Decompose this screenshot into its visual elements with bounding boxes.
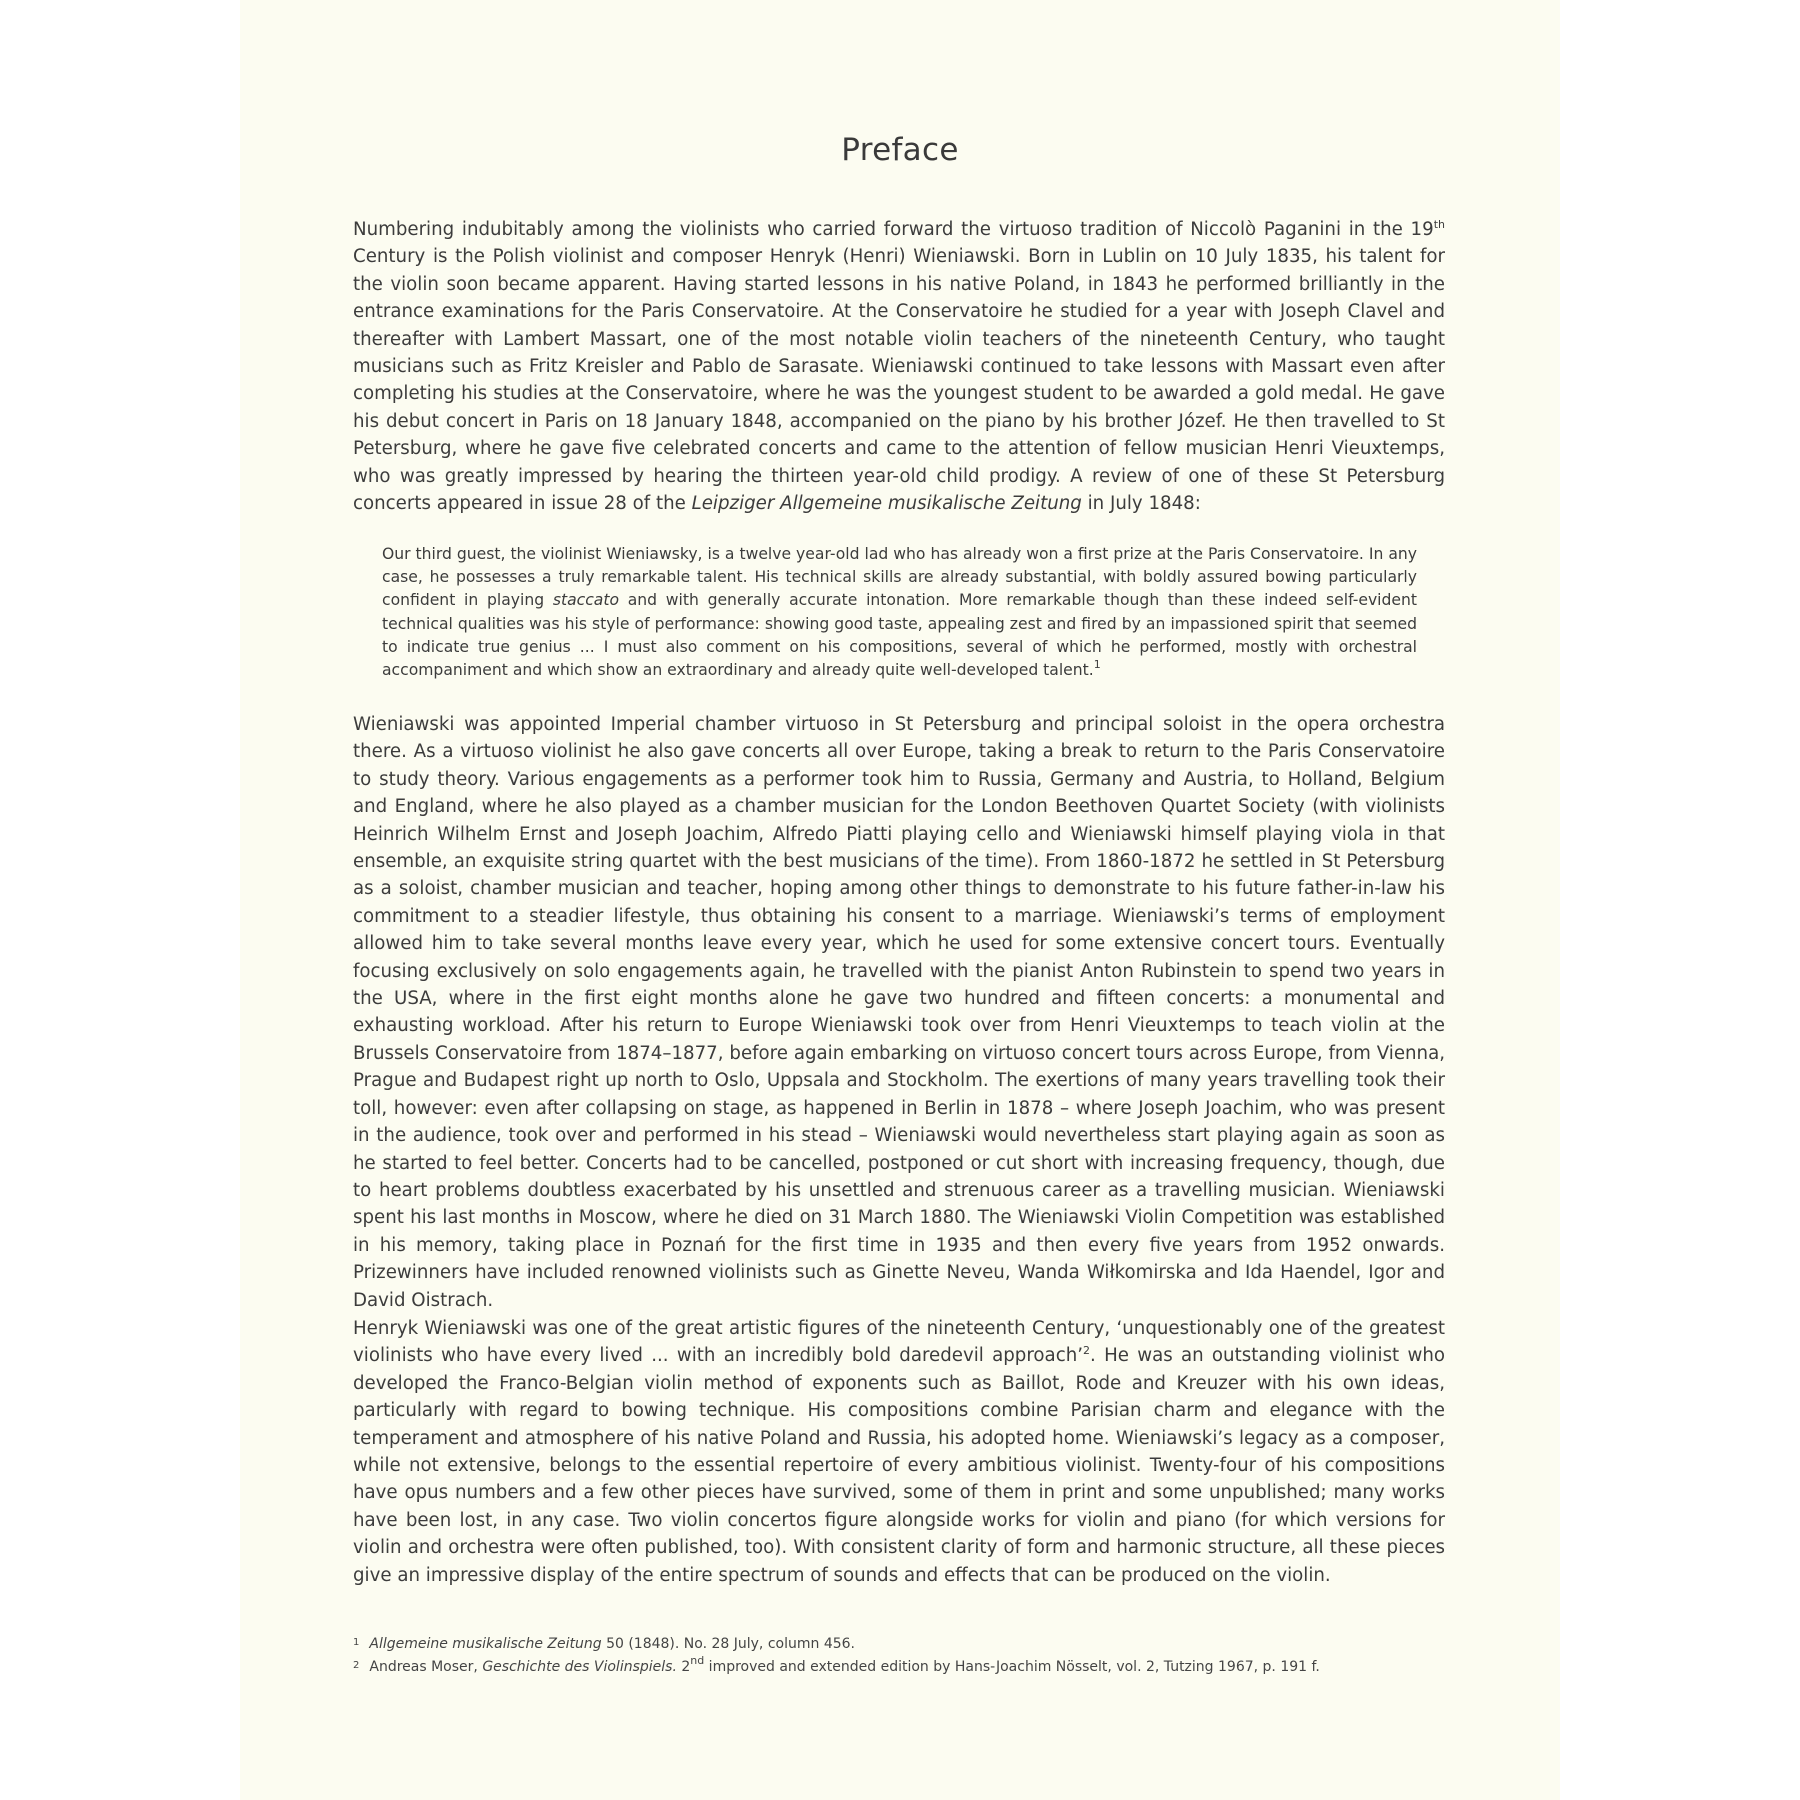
footnote-text: 50 (1848). No. 28 July, column 456.	[601, 1636, 855, 1652]
superscript-th: th	[1433, 218, 1445, 231]
footnotes	[353, 1632, 1453, 1678]
footnote-text: Andreas Moser,	[369, 1659, 483, 1675]
footnote-text: 2	[676, 1659, 691, 1675]
page-title: Preface	[841, 132, 959, 168]
footnote-italic: Allgemeine musikalische Zeitung	[369, 1636, 602, 1652]
superscript-nd: nd	[690, 1654, 705, 1667]
quote-text-b: and with generally accurate intonation. More remarkable though than these indeed self-evident technical qualities was his style of performance: showing good taste, appealing zest and fired by an impassioned spirit that seemed to indicate true genius ... I must also comment on his compositions, several of which he performed, mostly with orchestral accompaniment and which show an extraordinary and already quite well-developed talent.	[382, 591, 1417, 680]
paragraph-3-text-b: . He was an outstanding violinist who developed the Franco-Belgian violin method of exponents such as Baillot, Rode and Kreuzer with his own ideas, particularly with regard to bowing technique. His compositions combine Parisian charm and elegance with the temperament and atmosphere of his native Poland and Russia, his adopted home. Wieniawski’s legacy as a composer, while not extensive, belongs to the essential repertoire of every ambitious violinist. Twenty-four of his compositions have opus numbers and a few other pieces have survived, some of them in print and some unpublished; many works have been lost, in any case. Two violin concertos figure alongside works for violin and piano (for which versions for violin and orchestra were often published, too). With consistent clarity of form and harmonic structure, all these pieces give an impressive display of the entire spectrum of sounds and effects that can be produced on the violin.	[353, 1345, 1445, 1586]
footnote-ref-2: 2	[1083, 1344, 1091, 1358]
footnote-ref-1: 1	[1093, 658, 1101, 672]
footnote-2	[353, 1655, 1453, 1678]
footnote-number: 1	[353, 1637, 360, 1648]
footnote-text: improved and extended edition by Hans-Joachim Nösselt, vol. 2, Tutzing 1967, p. 191 f.	[704, 1659, 1320, 1675]
paragraph-1	[353, 216, 1445, 517]
journal-title-italic: Leipziger Allgemeine musikalische Zeitung	[691, 493, 1082, 515]
paragraph-1-text-a: Numbering indubitably among the violinists who carried forward the virtuoso tradition of Niccolò Paganini in the 19	[353, 219, 1434, 240]
block-quote	[382, 543, 1417, 682]
page-sheet	[240, 0, 1560, 1800]
paragraph-1-text-c: in July 1848:	[1081, 493, 1201, 515]
footnote-number: 2	[353, 1660, 360, 1671]
quote-text-a: Our third guest, the violinist Wieniawsky, is a twelve year-old lad who has already won a first prize at the Paris Conservatoire. In any case, he possesses a truly remarkable talent. His technical skills are already substantial, with boldly assured bowing particularly confident in playing	[382, 545, 1417, 610]
paragraph-3-text-a: Henryk Wieniawski was one of the great artistic figures of the nineteenth Century, ‘unquestionably one of the greatest violinists who have every lived ... with an incredibly bold daredevil approach’	[353, 1318, 1445, 1367]
quote-italic-staccato: staccato	[552, 591, 619, 610]
paragraph-1-text-b: Century is the Polish violinist and composer Henryk (Henri) Wieniawski. Born in Lublin on 10 July 1835, his talent for the violin soon became apparent. Having started lessons in his native Poland, in 1843 he performed brilliantly in the entrance examinations for the Paris Conservatoire. At the Conservatoire he studied for a year with Joseph Clavel and thereafter with Lambert Massart, one of the most notable violin teachers of the nineteenth Century, who taught musicians such as Fritz Kreisler and Pablo de Sarasate. Wieniawski continued to take lessons with Massart even after completing his studies at the Conservatoire, where he was the youngest student to be awarded a gold medal. He gave his debut concert in Paris on 18 January 1848, accompanied on the piano by his brother Józef. He then travelled to St Petersburg, where he gave five celebrated concerts and came to the attention of fellow musician Henri Vieuxtemps, who was greatly impressed by hearing the thirteen year-old child prodigy. A review of one of these St Petersburg concerts appeared in issue 28 of the	[353, 246, 1445, 515]
footnote-1	[353, 1632, 1453, 1655]
footnote-italic: Geschichte des Violinspiels.	[482, 1659, 677, 1675]
paragraph-3	[353, 1315, 1445, 1589]
paragraph-2: Wieniawski was appointed Imperial chamber virtuoso in St Petersburg and principal soloist in the opera orchestra there. As a virtuoso violinist he also gave concerts all over Europe, taking a break to return to the Paris Conservatoire to study theory. Various engagements as a performer took him to Russia, Germany and Austria, to Holland, Belgium and England, where he also played as a chamber musician for the London Beethoven Quartet Society (with violinists Heinrich Wilhelm Ernst and Joseph Joachim, Alfredo Piatti playing cello and Wieniawski himself playing viola in that ensemble, an exquisite string quartet with the best musicians of the time). From 1860-1872 he settled in St Petersburg as a soloist, chamber musician and teacher, hoping among other things to demonstrate to his future father-in-law his commitment to a steadier lifestyle, thus obtaining his consent to a marriage. Wieniawski’s terms of employment allowed him to take several months leave every year, which he used for some extensive concert tours. Eventually focusing exclusively on solo engagements again, he travelled with the pianist Anton Rubinstein to spend two years in the USA, where in the first eight months alone he gave two hundred and fifteen concerts: a monumental and exhausting workload. After his return to Europe Wieniawski took over from Henri Vieuxtemps to teach violin at the Brussels Conservatoire from 1874–1877, before again embarking on virtuoso concert tours across Europe, from Vienna, Prague and Budapest right up north to Oslo, Uppsala and Stockholm. The exertions of many years travelling took their toll, however: even after collapsing on stage, as happened in Berlin in 1878 – where Joseph Joachim, who was present in the audience, took over and performed in his stead – Wieniawski would nevertheless start playing again as soon as he started to feel better. Concerts had to be cancelled, postponed or cut short with increasing frequency, though, due to heart problems doubtless exacerbated by his unsettled and strenuous career as a travelling musician. Wieniawski spent his last months in Moscow, where he died on 31 March 1880. The Wieniawski Violin Competition was established in his memory, taking place in Poznań for the first time in 1935 and then every five years from 1952 onwards. Prizewinners have included renowned violinists such as Ginette Neveu, Wanda Wiłkomirska and Ida Haendel, Igor and David Oistrach.	[353, 714, 1445, 1311]
